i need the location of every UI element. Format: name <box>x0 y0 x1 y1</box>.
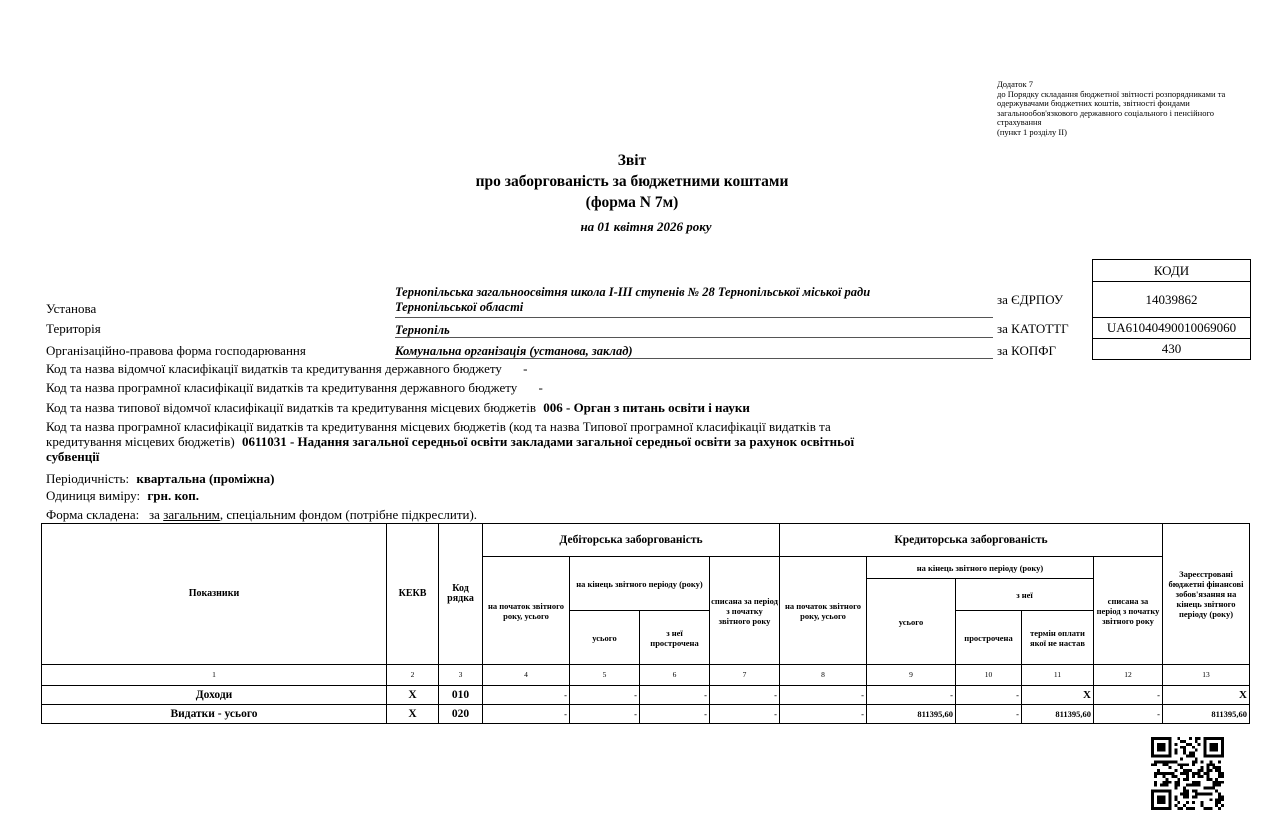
fund-label: Форма складена: за <box>46 507 164 522</box>
state-prog-classif-label: Код та назва програмної класифікації видатків та кредитування державного бюджету <box>46 380 518 395</box>
cell-value: - <box>780 705 867 724</box>
header-debit-start: на початок звітного року, усього <box>483 557 570 665</box>
col-num: 6 <box>640 665 710 686</box>
row-label: Видатки - усього <box>42 705 387 724</box>
cell-value: - <box>570 686 640 705</box>
cell-value: - <box>867 686 956 705</box>
local-prog-classif-value-b: субвенції <box>46 449 100 464</box>
table-row <box>42 686 1250 705</box>
cell-value: - <box>483 705 570 724</box>
state-dept-classif-label: Код та назва відомчої класифікації видатків та кредитування державного бюджету <box>46 361 502 376</box>
territory-field <box>395 321 993 338</box>
fund-general: загальним <box>163 507 220 522</box>
cell-value: 811395,60 <box>1163 705 1250 724</box>
cell-value: - <box>570 705 640 724</box>
header-credit-written: списана за період з початку звітного року <box>1094 557 1163 665</box>
row-kekv: Х <box>387 705 439 724</box>
header-debit-total: усього <box>570 611 640 665</box>
appendix-line3: (пункт 1 розділу ІІ) <box>997 126 1067 137</box>
row-kekv: Х <box>387 686 439 705</box>
cell-value: - <box>956 705 1022 724</box>
cell-value: - <box>640 686 710 705</box>
local-prog-classif-label-b: кредитування місцевих бюджетів) <box>46 434 235 449</box>
state-prog-classif <box>46 380 543 395</box>
cell-value: - <box>640 705 710 724</box>
katottg-label: за КАТОТТГ <box>997 321 1069 336</box>
cell-value: - <box>956 686 1022 705</box>
report-subtitle: про заборгованість за бюджетними коштами <box>475 173 789 190</box>
header-credit-end: на кінець звітного періоду (року) <box>867 557 1094 579</box>
header-registered: Зареєстровані бюджетні фінансові зобов'язання на кінець звітного періоду (року) <box>1163 524 1250 665</box>
header-payables: Кредиторська заборгованість <box>780 524 1163 557</box>
header-debit-written: списана за період з початку звітного року <box>710 557 780 665</box>
appendix-note <box>997 80 1247 138</box>
col-num: 2 <box>387 665 439 686</box>
col-num: 8 <box>780 665 867 686</box>
katottg-code: UA61040490010069060 <box>1092 317 1251 339</box>
fund-rest: , спеціальним фондом (потрібне підкреслити). <box>219 507 478 522</box>
col-num: 1 <box>42 665 387 686</box>
cell-value: - <box>483 686 570 705</box>
column-numbers-row <box>42 665 1250 686</box>
unit-of-measure <box>46 488 199 503</box>
header-debit-end: на кінець звітного періоду (року) <box>570 557 710 611</box>
debt-table <box>41 523 1250 724</box>
col-num: 5 <box>570 665 640 686</box>
periodicity-value: квартальна (проміжна) <box>136 471 275 486</box>
report-date: на 01 квітня 2026 року <box>580 219 712 234</box>
row-code: 010 <box>439 686 483 705</box>
institution-name-line2: Тернопільської області <box>395 300 524 314</box>
institution-name-line1: Тернопільська загальноосвітня школа І-ІІІ ступенів № 28 Тернопільської міської ради <box>395 285 871 299</box>
cell-value: 811395,60 <box>1022 705 1094 724</box>
col-num: 10 <box>956 665 1022 686</box>
table-row <box>42 705 1250 724</box>
col-num: 13 <box>1163 665 1250 686</box>
local-dept-classif-label: Код та назва типової відомчої класифікації видатків та кредитування місцевих бюджетів <box>46 400 536 415</box>
fund-type <box>46 507 477 522</box>
appendix-line1: Додаток 7 <box>997 79 1034 89</box>
legal-form-value: Комунальна організація (установа, заклад) <box>395 344 633 358</box>
col-num: 7 <box>710 665 780 686</box>
cell-value: Х <box>1022 686 1094 705</box>
local-dept-classif <box>46 400 750 415</box>
edrpou-label: за ЄДРПОУ <box>997 292 1064 307</box>
header-credit-start: на початок звітного року, усього <box>780 557 867 665</box>
state-dept-classif-value: - <box>523 361 528 376</box>
cell-value: 811395,60 <box>867 705 956 724</box>
cell-value: - <box>710 705 780 724</box>
unit-label: Одиниця виміру: <box>46 488 141 503</box>
col-num: 4 <box>483 665 570 686</box>
kopfg-label: за КОПФГ <box>997 343 1057 358</box>
header-credit-not-due: термін оплати якої не настав <box>1022 611 1094 665</box>
col-num: 3 <box>439 665 483 686</box>
qr-modules <box>1151 737 1224 810</box>
kopfg-code: 430 <box>1092 338 1251 360</box>
header-row-code: Код рядка <box>439 524 483 665</box>
state-dept-classif <box>46 361 527 376</box>
col-num: 9 <box>867 665 956 686</box>
appendix-line2: до Порядку складання бюджетної звітності розпорядниками та одержувачами бюджетних коштів, звітності фондами загальнообов'язкового державного соціального і пенсійного страхування <box>997 88 1226 128</box>
col-num: 12 <box>1094 665 1163 686</box>
header-receivables: Дебіторська заборгованість <box>483 524 780 557</box>
institution-label: Установа <box>46 301 97 316</box>
report-form-number: (форма N 7м) <box>585 194 679 211</box>
territory-label: Територія <box>46 321 101 336</box>
cell-value: Х <box>1163 686 1250 705</box>
cell-value: - <box>1094 686 1163 705</box>
periodicity-label: Періодичність: <box>46 471 130 486</box>
edrpou-code: 14039862 <box>1092 281 1251 318</box>
local-prog-classif-value-a: 0611031 - Надання загальної середньої освіти закладами загальної середньої освіти за рахунок освітньої <box>241 434 855 449</box>
header-kekv: КЕКВ <box>387 524 439 665</box>
cell-value: - <box>780 686 867 705</box>
unit-value: грн. коп. <box>147 488 200 503</box>
local-prog-classif <box>46 419 946 464</box>
local-dept-classif-value: 006 - Орган з питань освіти і науки <box>543 400 750 415</box>
header-indicators: Показники <box>42 524 387 665</box>
local-prog-classif-label-a: Код та назва програмної класифікації видатків та кредитування місцевих бюджетів (код та назва Типової програмної класифікації видатків та <box>46 419 831 434</box>
territory-value: Тернопіль <box>395 323 450 337</box>
cell-value: - <box>1094 705 1163 724</box>
state-prog-classif-value: - <box>538 380 543 395</box>
col-num: 11 <box>1022 665 1094 686</box>
header-credit-total: усього <box>867 579 956 665</box>
qr-code <box>1151 737 1224 810</box>
cell-value: - <box>710 686 780 705</box>
header-credit-of-it: з неї <box>956 579 1094 611</box>
report-title: Звіт <box>617 152 647 169</box>
legal-form-field <box>395 342 993 359</box>
header-debit-overdue: з неї прострочена <box>640 611 710 665</box>
header-credit-overdue: прострочена <box>956 611 1022 665</box>
row-label: Доходи <box>42 686 387 705</box>
row-code: 020 <box>439 705 483 724</box>
periodicity <box>46 471 274 486</box>
legal-form-label: Організаційно-правова форма господарювання <box>46 343 306 358</box>
codes-header: КОДИ <box>1092 259 1251 282</box>
institution-value <box>395 285 993 318</box>
